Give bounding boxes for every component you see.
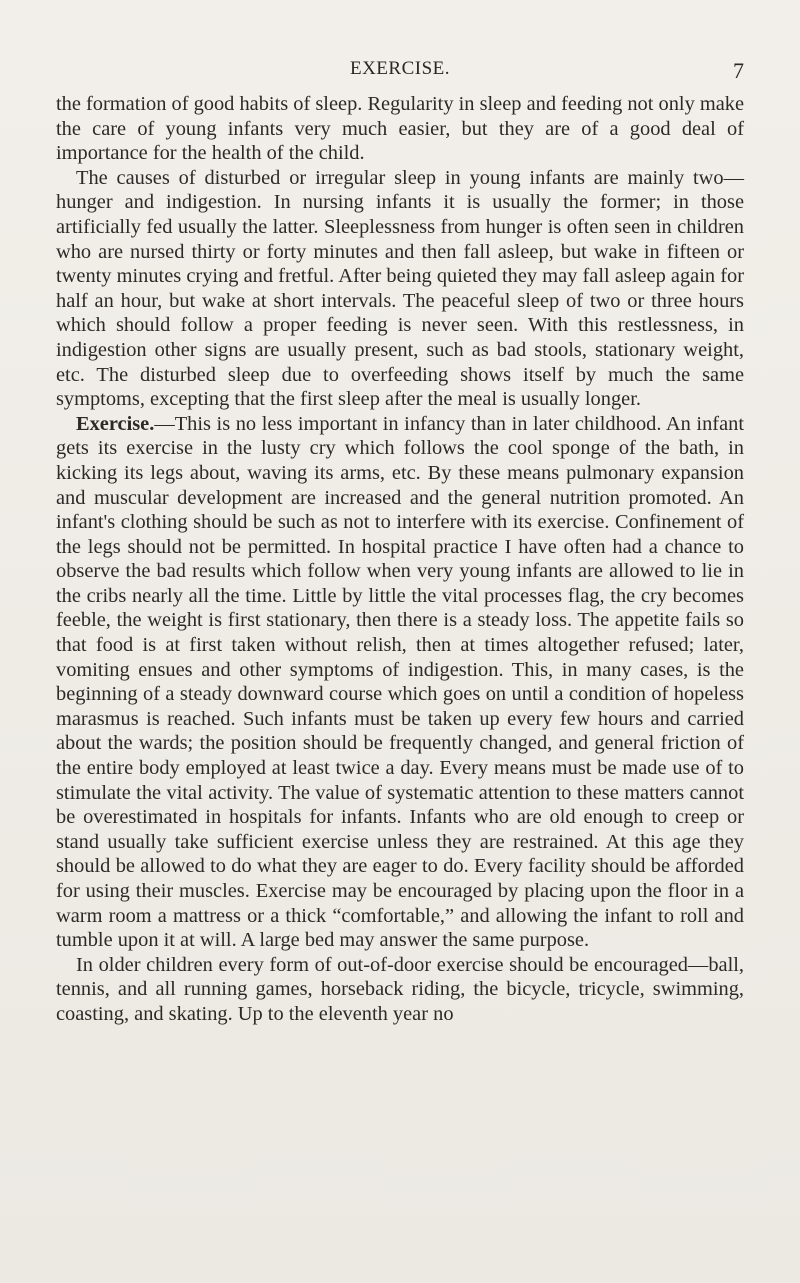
paragraph-continuation bbox=[56, 92, 744, 166]
paragraph-exercise bbox=[56, 412, 744, 953]
paragraph-text: the formation of good habits of sleep. Regularity in sleep and feeding not only make the care of young infants very much easier, but they are of a good deal of importance for the health of the child. bbox=[56, 93, 745, 165]
paragraph-text: The causes of disturbed or irregular sleep in young infants are mainly two—hunger and indigestion. In nursing infants it is usually the former; in those artificially fed usually the latter. Sleeplessness from hunger is often seen in children who are nursed thirty or forty minutes and then fall asleep, but wake in fifteen or twenty minutes crying and fretful. After being quieted they may fall asleep again for half an hour, but wake at short intervals. The peaceful sleep of two or three hours which should follow a proper feeding is never seen. With this restlessness, in indigestion other signs are usually present, such as bad stools, stationary weight, etc. The disturbed sleep due to overfeeding shows itself by much the same symptoms, excepting that the first sleep after the meal is usually longer. bbox=[56, 166, 744, 411]
section-heading-exercise: Exercise. bbox=[76, 412, 155, 435]
page-number: 7 bbox=[733, 58, 744, 83]
paragraph-text: —This is no less important in infancy than in later childhood. An infant gets its exercise in the lusty cry which follows the cool sponge of the bath, in kicking its legs about, waving its arms, etc. By these means pulmonary expansion and muscular development are increased and the general nutrition promoted. An infant's clothing should be such as not to interfere with its exercise. Confinement of the legs should not be permitted. In hospital practice I have often had a chance to observe the bad results which follow when very young infants are allowed to lie in the cribs nearly all the time. Little by little the vital processes flag, the cry becomes feeble, the weight is first stationary, then there is a steady loss. The appetite fails so that food is at first taken without relish, then at times altogether refused; later, vomiting ensues and other symptoms of indigestion. This, in many cases, is the beginning of a steady downward course which goes on until a condition of hopeless marasmus is reached. Such infants must be taken up every few hours and carried about the wards; the position should be frequently changed, and general friction of the entire body employed at least twice a day. Every means must be made use of to stimulate the vital activity. The value of systematic attention to these matters cannot be overestimated in hospitals for infants. Infants who are old enough to creep or stand usually take sufficient exercise unless they are restrained. At this age they should be allowed to do what they are eager to do. Every facility should be afforded for using their muscles. Exercise may be encouraged by placing upon the floor in a warm room a mattress or a thick “comfortable,” and allowing the infant to roll and tumble upon it at will. A large bed may answer the same purpose. bbox=[56, 412, 744, 952]
paragraph-sleep-causes bbox=[56, 166, 744, 412]
running-title: EXERCISE. bbox=[349, 58, 451, 79]
running-head bbox=[56, 58, 744, 88]
paragraph-text: In older children every form of out-of-door exercise should be encouraged—ball, tennis, and all running games, horseback riding, the bicycle, tricycle, swimming, coasting, and skating. Up to the eleventh year no bbox=[56, 953, 744, 1025]
paragraph-older-children bbox=[56, 953, 744, 1027]
body-text bbox=[56, 92, 744, 1027]
